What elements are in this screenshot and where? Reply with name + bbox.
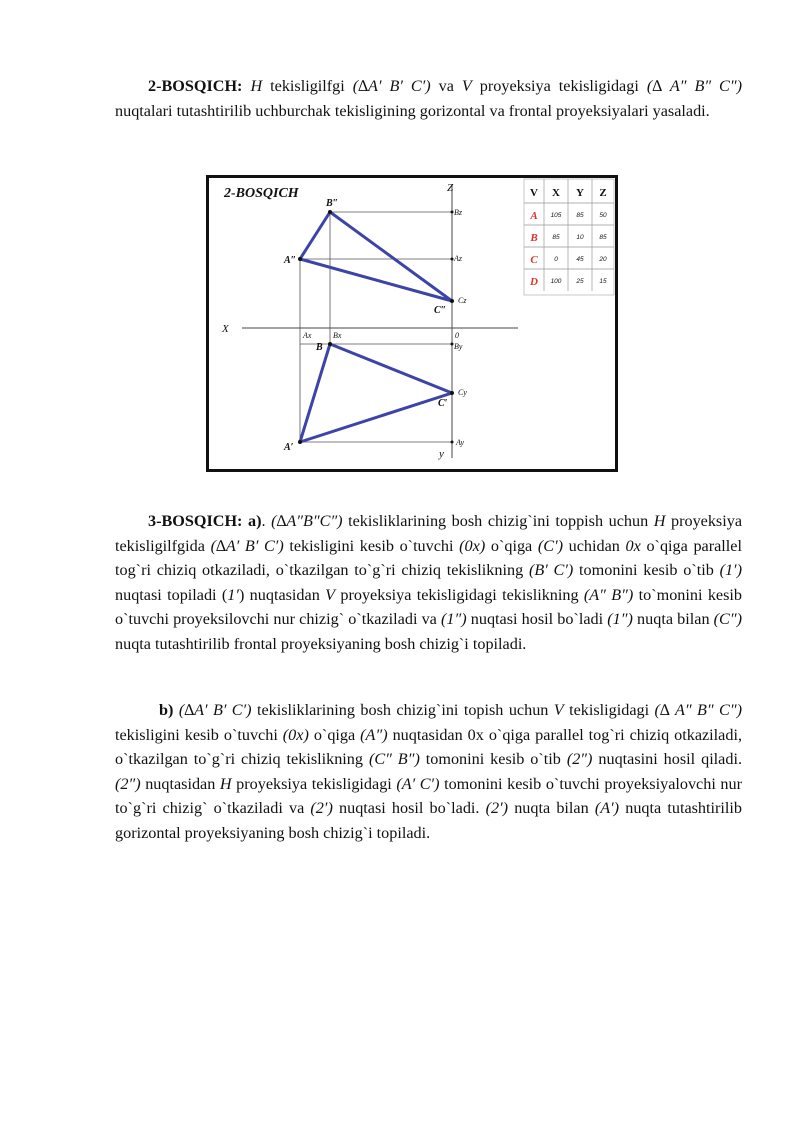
text-fragment: (∆A′ B′ C′): [173, 701, 252, 719]
coordinate-table: [524, 179, 614, 295]
text-fragment: (C″ B″): [368, 750, 420, 769]
paragraph-step-2: [115, 74, 742, 123]
text-fragment: V: [461, 77, 472, 95]
text-fragment: .: [261, 512, 272, 530]
text-fragment: V: [325, 585, 336, 604]
text-fragment: tomonini kesib o`tib: [573, 561, 720, 580]
table-point: A: [530, 210, 538, 222]
table-cell: 10: [576, 234, 584, 241]
text-fragment: ) nuqtasidan: [238, 585, 326, 604]
text-fragment: (A′ C′): [396, 774, 440, 793]
table-cell: 0: [554, 256, 558, 263]
text-fragment: H: [653, 512, 666, 530]
table-point: D: [530, 276, 538, 288]
text-fragment: (A″): [360, 725, 388, 744]
text-fragment: V: [553, 701, 564, 719]
text-fragment: (A″ B″): [583, 585, 634, 604]
table-cell: 50: [599, 212, 607, 219]
table-cell: 20: [599, 256, 607, 263]
text-fragment: nuqta tutashtirilib frontal proyeksiyaning bosh chizig`i topiladi.: [115, 634, 527, 653]
text-fragment: (∆A′ B′ C′): [352, 77, 431, 95]
text-fragment: (∆A″B″C″): [271, 512, 343, 530]
label-a1: A′: [284, 442, 294, 453]
text-fragment: proyeksiya tekisligidagi: [471, 77, 647, 95]
text-fragment: proyeksiya tekisligilfgida: [115, 512, 743, 555]
text-fragment: (C″): [713, 610, 742, 629]
text-fragment: nuqtalari tutashtirilib uchburchak tekisligining gorizontal va frontal proyeksiyalari yasaladi.: [115, 101, 710, 120]
text-fragment: H: [242, 77, 263, 95]
label-a2: A″: [284, 255, 297, 266]
table-point: B: [530, 232, 538, 244]
text-fragment: tekisligini kesib o`tuvchi: [115, 725, 283, 744]
text-fragment: nuqta bilan: [508, 799, 595, 818]
text-fragment: 1′: [227, 585, 239, 604]
label-cy: Cy: [458, 388, 467, 397]
z-axis-label: Z: [447, 182, 454, 194]
label-b2: B″: [326, 198, 339, 209]
table-cell: 45: [576, 256, 584, 263]
text-fragment: nuqtasi hosil bo`ladi.: [332, 799, 486, 818]
label-cz: Cz: [458, 296, 467, 305]
text-fragment: tekisliklarining bosh chizig`ini toppish uchun: [342, 512, 654, 530]
text-fragment: 0x: [625, 536, 641, 555]
table-cell: 105: [550, 212, 562, 219]
table-cell: 100: [550, 278, 562, 285]
text-fragment: to`monini kesib o`tuvchi proyeksilovchi nur chizig` o`tkaziladi va: [115, 585, 742, 629]
text-fragment: nuqtasidan 0x o`qiga parallel tog`ri chiziq otkaziladi, o`tkazilgan to`g`ri chiziq tekislikning: [115, 725, 743, 769]
table-cell: 25: [576, 278, 584, 285]
text-fragment: uchidan: [563, 536, 626, 555]
step-heading: 2-BOSQICH:: [148, 77, 243, 95]
paragraph-step-3b: [115, 698, 742, 846]
text-fragment: (∆ A″ B″ C″): [646, 77, 742, 95]
text-fragment: (A′): [594, 799, 620, 818]
table-header: Z: [599, 187, 607, 199]
text-fragment: (0x): [282, 725, 309, 744]
label-b1: B: [316, 342, 323, 353]
text-fragment: nuqtasini hosil qiladi.: [592, 750, 743, 769]
text-fragment: (∆ A″ B″ C″): [654, 701, 742, 719]
table-cell: 85: [576, 212, 584, 219]
text-fragment: (1′): [719, 561, 742, 580]
text-fragment: tekisligini kesib o`tuvchi: [283, 536, 460, 555]
label-ay: Ay: [456, 438, 464, 447]
table-cell: 15: [599, 278, 607, 285]
step-heading: b): [159, 701, 174, 719]
text-fragment: nuqta bilan: [632, 610, 714, 629]
text-fragment: proyeksiya tekisligidagi tekislikning: [335, 585, 584, 604]
text-fragment: (1″): [441, 610, 467, 629]
text-fragment: (C′): [537, 536, 563, 555]
text-fragment: tomonini kesib o`tuvchi proyeksiyalovchi nur to`g`ri chizig` o`tkaziladi va: [115, 774, 742, 818]
table-header: V: [530, 187, 538, 199]
label-c2: C″: [434, 305, 447, 316]
text-fragment: nuqta tutashtirilib gorizontal proyeksiyaning bosh chizig`i topiladi.: [115, 799, 742, 842]
text-fragment: (0x): [459, 536, 486, 555]
text-fragment: va: [430, 77, 462, 95]
label-c1: C′: [438, 398, 448, 409]
table-point: C: [530, 254, 538, 266]
projection-figure: [206, 175, 618, 472]
text-fragment: tomonini kesib o`tib: [419, 750, 567, 769]
step-heading: 3-BOSQICH: a): [148, 512, 262, 530]
text-fragment: tekisligilfgi: [262, 77, 353, 95]
text-fragment: (2′): [310, 799, 333, 818]
text-fragment: o`qiga parallel tog`ri chiziq otkaziladi, o`tkazilgan to`g`ri chiziq tekislikning: [115, 536, 742, 580]
label-bz: Bz: [454, 208, 462, 217]
label-by: By: [454, 342, 463, 351]
text-fragment: tekisligidagi: [563, 701, 655, 719]
text-fragment: tekisliklarining bosh chizig`ini topish uchun: [251, 701, 554, 719]
text-fragment: proyeksiya tekisligidagi: [231, 774, 397, 793]
figure-title: 2-BOSQICH: [224, 186, 299, 201]
text-fragment: (1″): [607, 610, 633, 629]
y-axis-label: y: [439, 448, 444, 460]
text-fragment: (2″): [115, 774, 141, 793]
text-fragment: H: [219, 774, 232, 793]
origin-label: 0: [455, 331, 459, 340]
text-fragment: nuqtasi hosil bo`ladi: [466, 610, 608, 629]
text-fragment: nuqtasi topiladi (: [115, 585, 228, 604]
table-header: X: [552, 187, 560, 199]
paragraph-step-3a: [115, 509, 742, 657]
text-fragment: o`qiga: [485, 536, 538, 555]
text-fragment: (2′): [485, 799, 509, 818]
label-bx: Bx: [333, 331, 342, 340]
text-fragment: (B′ C′): [528, 561, 574, 580]
table-header: Y: [576, 187, 584, 199]
text-fragment: o`qiga: [308, 725, 361, 744]
text-fragment: nuqtasidan: [140, 774, 220, 793]
label-az: Az: [454, 254, 462, 263]
text-fragment: (∆A′ B′ C′): [210, 536, 284, 555]
text-fragment: (2″): [566, 750, 593, 769]
table-cell: 85: [552, 234, 560, 241]
x-axis-label: X: [222, 323, 229, 335]
table-cell: 85: [599, 234, 607, 241]
label-ax: Ax: [303, 331, 312, 340]
